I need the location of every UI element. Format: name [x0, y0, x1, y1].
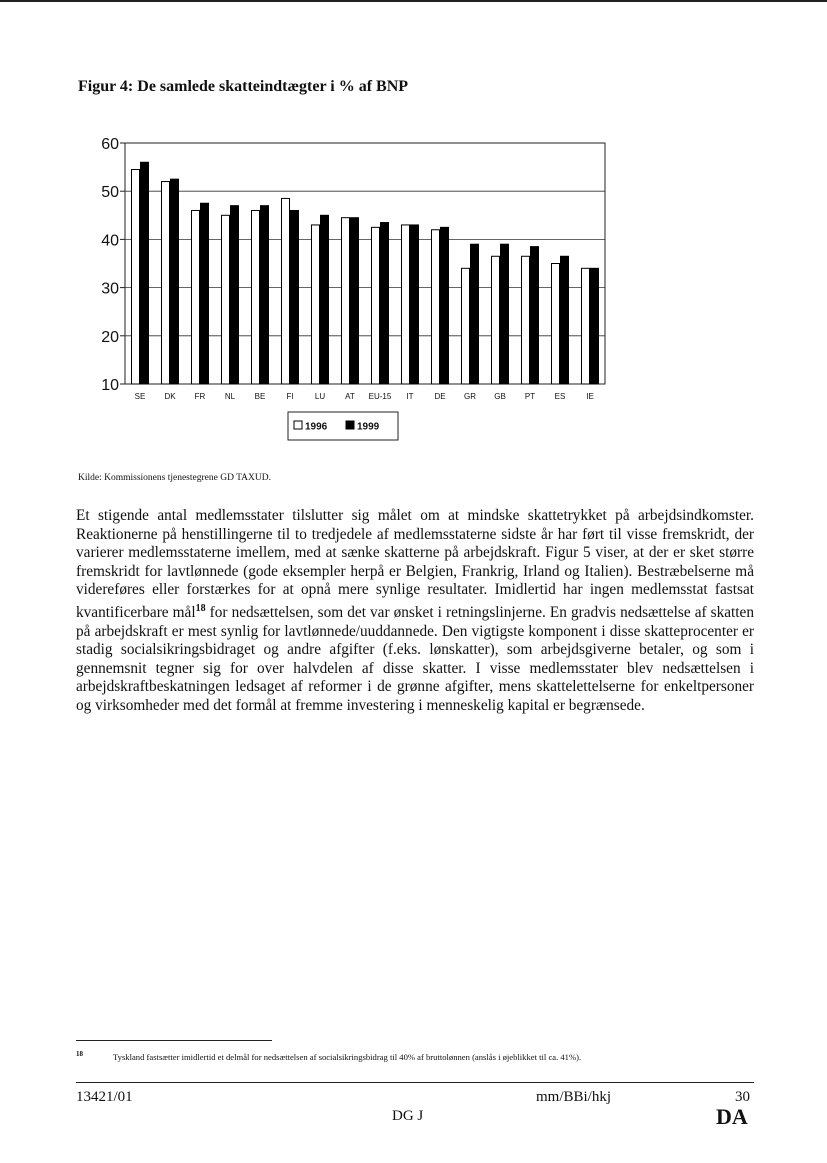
bar-1996-fr: [192, 210, 200, 384]
bar-1999-nl: [231, 206, 239, 384]
bar-1999-eu-15: [381, 223, 389, 384]
y-tick-label: 50: [101, 184, 119, 202]
body-text-part2: for nedsættelsen, som det var ønsket i retningslinjerne. En gradvis nedsættelse af skatten på arbejdskraft er mest synlig for lavtlønnede/uuddannede. Den vigtigste komponent i disse skatteprocenter er stadig socialsikringsbidraget og andre afgifter (f.eks. lønskatter), som arbejdsgiverne betaler, og som i gennemsnit tegner sig for over halvdelen af disse skatter. I visse medlemsstater blev nedsættelsen i arbejdskraftbeskatningen ledsaget af reformer i de grønne afgifter, mens skattelettelserne for enkeltpersoner og virksomheder med det formål at fremme investering i menneskelig kapital er begrænsede.: [76, 604, 754, 715]
bar-1996-be: [252, 210, 260, 384]
bar-1996-it: [402, 225, 410, 384]
footnote-reference[interactable]: 18: [195, 602, 206, 614]
bar-1996-dk: [162, 182, 170, 384]
bar-chart: [0, 0, 827, 470]
bar-1999-fi: [291, 210, 299, 384]
footer-dg: DG J: [392, 1108, 424, 1124]
legend-swatch-1999: [346, 421, 354, 429]
bar-1996-eu-15: [372, 227, 380, 384]
footnote-text: Tyskland fastsætter imidlertid et delmål for nedsættelsen af socialsikringsbidrag til 40% af bruttolønnen (anslås i øjeblikket til ca. 41%).: [113, 1052, 582, 1062]
bar-1999-it: [411, 225, 419, 384]
bar-1999-fr: [201, 203, 209, 384]
x-tick-label: ES: [554, 392, 566, 401]
x-tick-label: IT: [406, 392, 414, 401]
bar-1996-pt: [522, 256, 530, 384]
x-tick-label: IE: [586, 392, 594, 401]
legend-swatch-1996: [294, 421, 302, 429]
bar-1996-se: [132, 170, 140, 384]
x-tick-label: AT: [345, 392, 355, 401]
bar-1996-nl: [222, 215, 230, 384]
footer-reference: mm/BBi/hkj: [536, 1089, 612, 1105]
bar-1999-ie: [591, 268, 599, 384]
y-tick-label: 30: [101, 280, 119, 298]
bar-1996-gb: [492, 256, 500, 384]
bar-1996-es: [552, 264, 560, 385]
x-tick-label: SE: [134, 392, 146, 401]
bar-1999-gr: [471, 244, 479, 384]
bar-1996-gr: [462, 268, 470, 384]
x-tick-label: BE: [254, 392, 266, 401]
bar-1999-at: [351, 218, 359, 384]
x-tick-label: FR: [194, 392, 206, 401]
bar-1996-ie: [582, 268, 590, 384]
body-text-part1: Et stigende antal medlemsstater tilslutter sig målet om at mindske skattetrykket på arbejdsindkomster. Reaktionerne på henstillingerne til to tredjedele af medlemsstaterne sidste år har ført til visse fremskridt, der varierer medlemsstaterne imellem, med at sænke skatterne på arbejdskraft. Figur 5 viser, at der er sket større fremskridt for lavtlønnede (gode eksempler herpå er Belgien, Frankrig, Irland og Italien). Bestræbelserne må videreføres eller forstærkes for at opnå mere synlige resultater. Imidlertid har ingen medlemsstat fastsat kvantificerbare mål: [76, 507, 754, 622]
y-tick-label: 60: [101, 136, 119, 153]
bar-1999-gb: [501, 244, 509, 384]
bar-1996-at: [342, 218, 350, 384]
y-tick-label: 10: [101, 377, 119, 394]
bar-1999-de: [441, 227, 449, 384]
footnote-number: 18: [76, 1050, 83, 1058]
body-paragraph: [76, 507, 754, 716]
bar-1996-lu: [312, 225, 320, 384]
x-tick-label: PT: [524, 392, 536, 401]
x-tick-label: DK: [164, 392, 176, 401]
legend-label-1999: 1999: [357, 421, 380, 433]
y-tick-label: 20: [101, 328, 119, 346]
bar-1996-fi: [282, 198, 290, 384]
bar-1999-dk: [171, 179, 179, 384]
footnote-rule: [76, 1040, 272, 1041]
x-tick-label: NL: [224, 392, 236, 401]
x-tick-label: FI: [286, 392, 294, 401]
bar-1996-de: [432, 230, 440, 384]
footer-language: DA: [716, 1104, 748, 1129]
legend-label-1996: 1996: [305, 421, 328, 433]
x-tick-label: EU-15: [368, 392, 392, 401]
bar-1999-lu: [321, 215, 329, 384]
x-tick-label: GB: [494, 392, 506, 401]
bar-1999-be: [261, 206, 269, 384]
footer-page-number: 30: [735, 1089, 750, 1105]
footer-doc-number: 13421/01: [76, 1089, 133, 1105]
figure-title: Figur 4: De samlede skatteindtægter i % af BNP: [78, 78, 409, 95]
x-tick-label: GR: [464, 392, 476, 401]
x-tick-label: LU: [314, 392, 326, 401]
footer-rule: [76, 1082, 754, 1083]
bar-1999-es: [561, 256, 569, 384]
figure-source: Kilde: Kommissionens tjenestegrene GD TAXUD.: [78, 473, 271, 483]
y-tick-label: 40: [101, 232, 119, 250]
bar-1999-se: [141, 162, 149, 384]
x-tick-label: DE: [434, 392, 446, 401]
bar-1999-pt: [531, 247, 539, 384]
